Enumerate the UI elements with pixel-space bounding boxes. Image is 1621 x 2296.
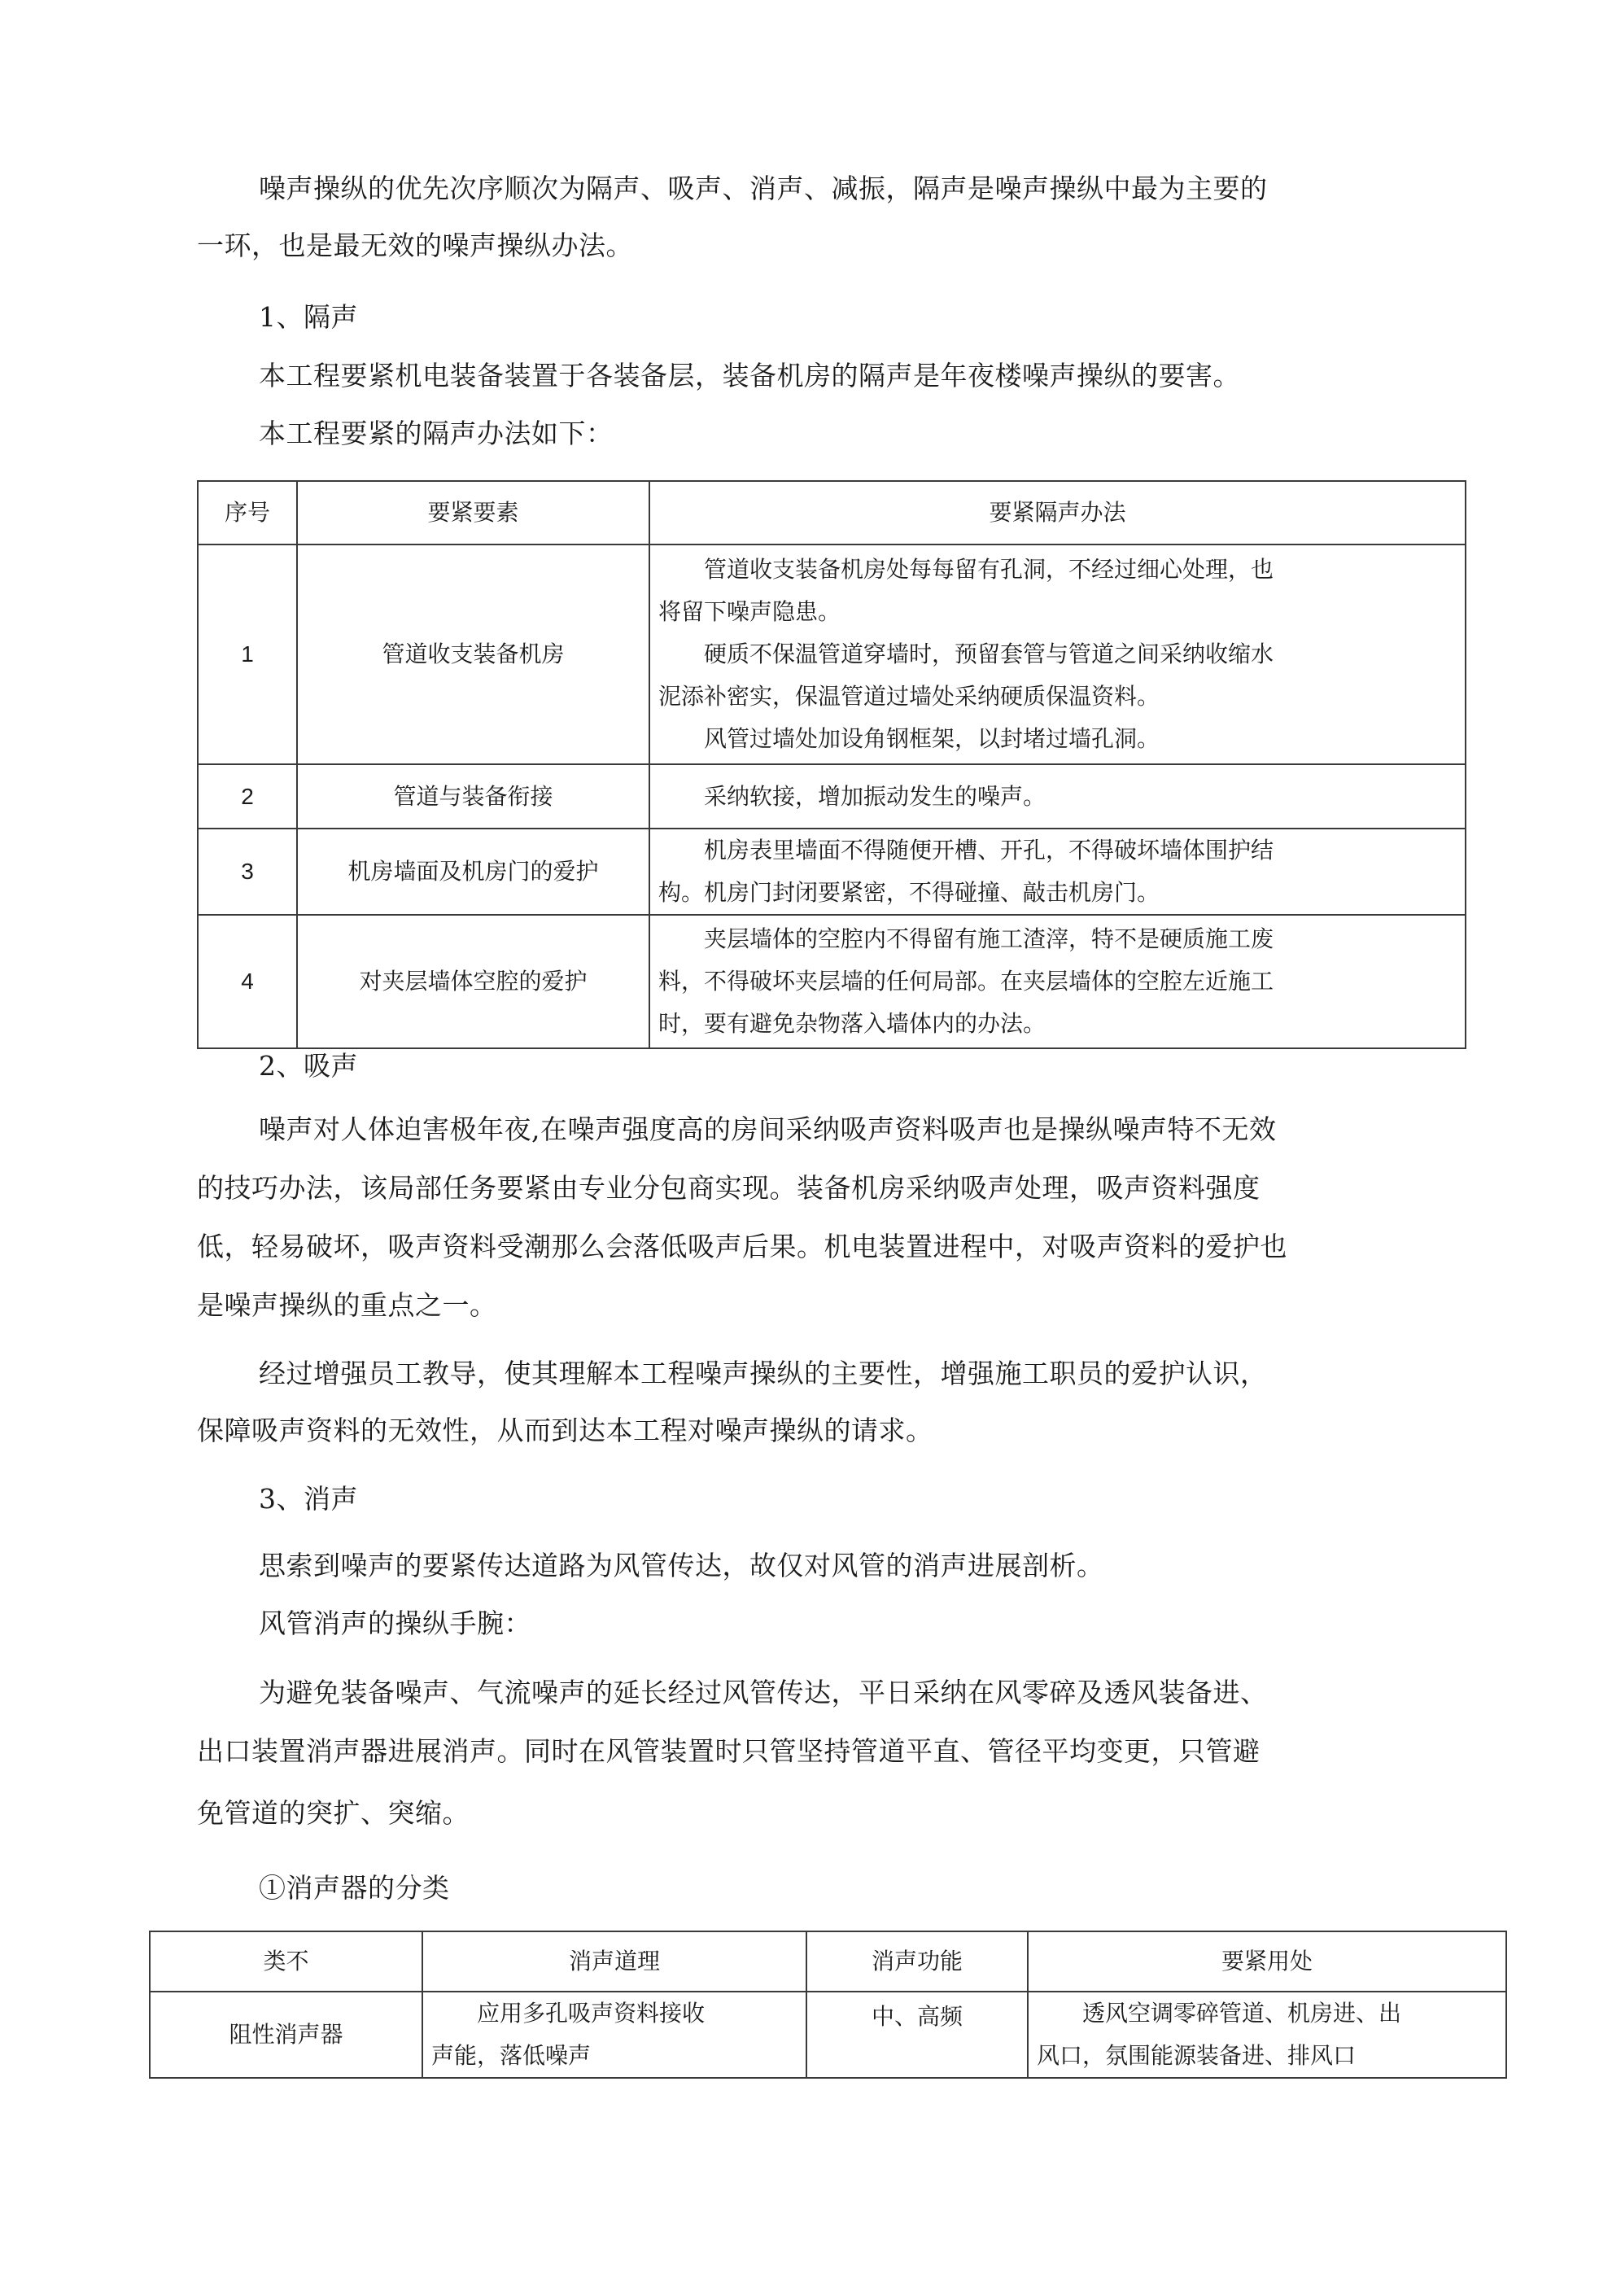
section-3-p-line-1: 为避免装备噪声、气流噪声的延长经过风管传达，平日采纳在风零碎及透风装备进、 (259, 1677, 1268, 1708)
row-measures (649, 544, 1466, 764)
header-no: 序号 (198, 481, 297, 544)
isolation-measures-table (197, 480, 1466, 1049)
usage-line: 透风空调零碎管道、机房进、出 (1082, 2000, 1402, 2027)
measure-line: 构。机房门封闭要紧密，不得碰撞、敲击机房门。 (658, 879, 1160, 906)
header-factor: 要紧要素 (297, 481, 649, 544)
table-row (198, 915, 1466, 1048)
table-row (198, 544, 1466, 764)
row-usage (1028, 1992, 1506, 2078)
measure-line: 风管过墙处加设角钢框架，以封堵过墙孔洞。 (704, 725, 1160, 752)
section-3-line-1: 思索到噪声的要紧传达道路为风管传达，故仅对风管的消声进展剖析。 (259, 1550, 1104, 1581)
section-3-p-line-2: 出口装置消声器进展消声。同时在风管装置时只管坚持管道平直、管径平均变更，只管避 (197, 1735, 1261, 1767)
measure-line: 将留下噪声隐患。 (658, 598, 841, 625)
header-principle: 消声道理 (422, 1931, 806, 1992)
row-factor: 管道与装备衔接 (297, 764, 649, 829)
section-2-p2-line-1: 经过增强员工教导，使其理解本工程噪声操纵的主要性，增强施工职员的爱护认识， (259, 1358, 1268, 1389)
row-measures (649, 764, 1466, 829)
row-factor: 对夹层墙体空腔的爱护 (297, 915, 649, 1048)
section-2-p1-line-1: 噪声对人体迫害极年夜,在噪声强度高的房间采纳吸声资料吸声也是操纵噪声特不无效 (259, 1113, 1277, 1145)
measure-line: 管道收支装备机房处每每留有孔洞，不经过细心处理，也 (704, 556, 1274, 583)
intro-line-2: 一环，也是最无效的噪声操纵办法。 (197, 230, 633, 261)
row-factor: 机房墙面及机房门的爱护 (297, 829, 649, 915)
section-2-p2-line-2: 保障吸声资料的无效性，从而到达本工程对噪声操纵的请求。 (197, 1415, 933, 1446)
section-2-p1-line-3: 低，轻易破坏，吸声资料受潮那么会落低吸声后果。机电装置进程中，对吸声资料的爱护也 (197, 1231, 1287, 1262)
header-measures: 要紧隔声办法 (649, 481, 1466, 544)
section-2-heading: 2、吸声 (259, 1050, 358, 1082)
row-type: 阻性消声器 (150, 1992, 422, 2078)
section-1-line-1: 本工程要紧机电装备装置于各装备层，装备机房的隔声是年夜楼噪声操纵的要害。 (259, 360, 1240, 391)
section-2-p1-line-2: 的技巧办法，该局部任务要紧由专业分包商实现。装备机房采纳吸声处理，吸声资料强度 (197, 1172, 1261, 1204)
header-usage: 要紧用处 (1028, 1931, 1506, 1992)
intro-line-1: 噪声操纵的优先次序顺次为隔声、吸声、消声、减振，隔声是噪声操纵中最为主要的 (259, 173, 1268, 204)
section-3-p-line-3: 免管道的突扩、突缩。 (197, 1797, 470, 1829)
row-no: 1 (198, 544, 297, 764)
section-2-p1-line-4: 是噪声操纵的重点之一。 (197, 1289, 497, 1321)
measure-line: 硬质不保温管道穿墙时，预留套管与管道之间采纳收缩水 (704, 641, 1274, 667)
section-1-heading: 1、隔声 (259, 301, 358, 333)
measure-line: 夹层墙体的空腔内不得留有施工渣滓，特不是硬质施工废 (704, 925, 1274, 952)
muffler-classification-table (149, 1931, 1507, 2079)
principle-line: 声能，落低噪声 (431, 2042, 592, 2069)
measure-line: 料，不得破坏夹层墙的任何局部。在夹层墙体的空腔左近施工 (658, 968, 1274, 995)
section-3-subheading: ①消声器的分类 (259, 1872, 450, 1904)
measure-line: 泥添补密实，保温管道过墙处采纳硬质保温资料。 (658, 683, 1160, 710)
row-principle (422, 1992, 806, 2078)
table-row (150, 1992, 1506, 2078)
section-1-line-2: 本工程要紧的隔声办法如下： (259, 418, 614, 449)
row-no: 4 (198, 915, 297, 1048)
table-row (198, 829, 1466, 915)
table-header-row (150, 1931, 1506, 1992)
row-measures (649, 829, 1466, 915)
row-no: 3 (198, 829, 297, 915)
usage-line: 风口，氛围能源装备进、排风口 (1037, 2042, 1357, 2069)
section-3-line-2: 风管消声的操纵手腕： (259, 1607, 531, 1639)
principle-line: 应用多孔吸声资料接收 (477, 2000, 706, 2027)
section-3-heading: 3、消声 (259, 1483, 358, 1515)
header-performance: 消声功能 (806, 1931, 1028, 1992)
measure-line: 时，要有避免杂物落入墙体内的办法。 (658, 1010, 1046, 1037)
measure-line: 采纳软接，增加振动发生的噪声。 (704, 782, 1046, 810)
row-performance: 中、高频 (806, 1992, 1028, 2078)
row-no: 2 (198, 764, 297, 829)
row-measures (649, 915, 1466, 1048)
measure-line: 机房表里墙面不得随便开槽、开孔，不得破坏墙体围护结 (704, 837, 1274, 864)
row-factor: 管道收支装备机房 (297, 544, 649, 764)
header-type: 类不 (150, 1931, 422, 1992)
table-row (198, 764, 1466, 829)
table-header-row (198, 481, 1466, 544)
